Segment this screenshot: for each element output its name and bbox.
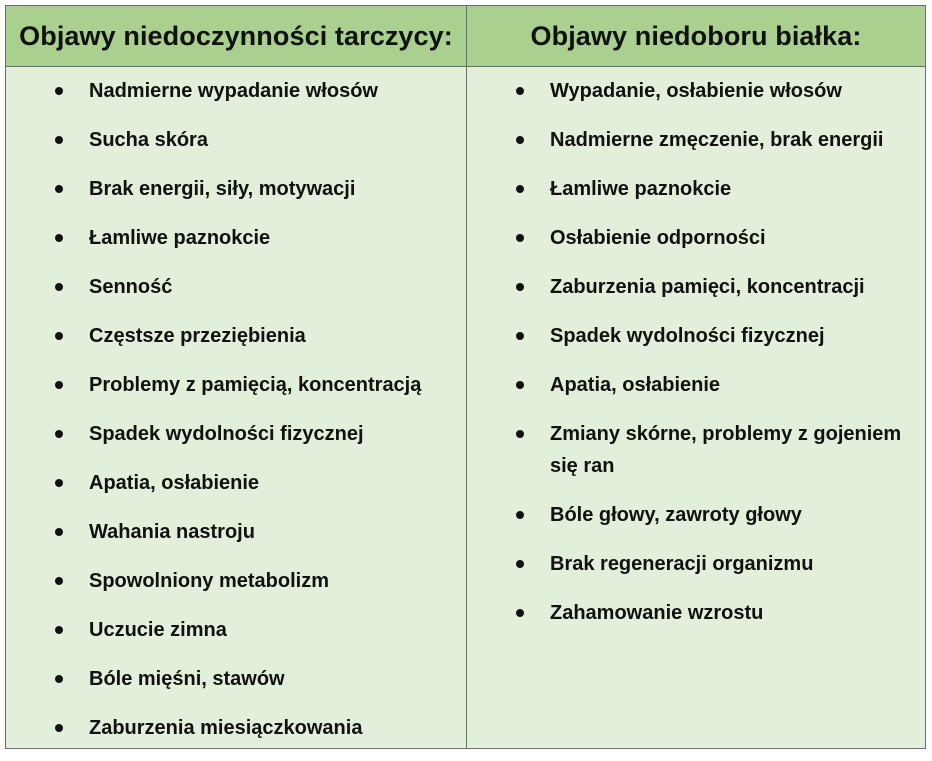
list-item — [6, 614, 466, 646]
list-item-text: Zaburzenia miesiączkowania — [89, 717, 363, 739]
list-item-text: Zmiany skórne, problemy z gojeniem się ran — [550, 423, 902, 477]
list-item-text: Nadmierne wypadanie włosów — [89, 80, 378, 102]
list-item-text: Wypadanie, osłabienie włosów — [550, 80, 842, 102]
list-item-text: Łamliwe paznokcie — [550, 178, 732, 200]
bullet-icon — [55, 185, 63, 193]
list-item — [6, 663, 466, 695]
list-item — [467, 548, 925, 580]
list-item-text: Wahania nastroju — [89, 521, 255, 543]
bullet-icon — [55, 234, 63, 242]
list-item — [467, 271, 925, 303]
bullet-icon — [516, 87, 524, 95]
list-item — [6, 418, 466, 450]
list-item — [467, 320, 925, 352]
list-item-text: Spadek wydolności fizycznej — [550, 325, 825, 347]
list-item — [6, 369, 466, 401]
column-thyroid — [6, 67, 467, 748]
list-item-text: Bóle mięśni, stawów — [89, 668, 285, 690]
list-item-text: Brak regeneracji organizmu — [550, 553, 814, 575]
bullet-icon — [516, 136, 524, 144]
bullet-icon — [516, 332, 524, 340]
bullet-icon — [516, 560, 524, 568]
list-item-text: Osłabienie odporności — [550, 227, 766, 249]
list-item-text: Łamliwe paznokcie — [89, 227, 271, 249]
list-item-text: Senność — [89, 276, 173, 298]
list-item-text: Uczucie zimna — [89, 619, 227, 641]
bullet-icon — [55, 87, 63, 95]
bullet-icon — [55, 479, 63, 487]
list-item — [6, 565, 466, 597]
bullet-icon — [55, 136, 63, 144]
bullet-icon — [55, 283, 63, 291]
bullet-icon — [55, 577, 63, 585]
list-item — [6, 222, 466, 254]
bullet-icon — [55, 528, 63, 536]
list-item — [467, 499, 925, 531]
list-item — [6, 467, 466, 499]
symptoms-table — [5, 5, 926, 749]
header-thyroid: Objawy niedoczynności tarczycy: — [6, 6, 467, 67]
bullet-icon — [516, 234, 524, 242]
bullet-icon — [516, 511, 524, 519]
list-item-text: Częstsze przeziębienia — [89, 325, 306, 347]
header-protein: Objawy niedoboru białka: — [467, 6, 925, 67]
list-item — [6, 173, 466, 205]
bullet-icon — [55, 332, 63, 340]
list-protein-symptoms — [467, 75, 925, 646]
list-item — [6, 271, 466, 303]
list-item-text: Zahamowanie wzrostu — [550, 602, 764, 624]
bullet-icon — [516, 283, 524, 291]
bullet-icon — [516, 185, 524, 193]
list-item-text: Problemy z pamięcią, koncentracją — [89, 374, 422, 396]
list-item-text: Zaburzenia pamięci, koncentracji — [550, 276, 865, 298]
bullet-icon — [55, 675, 63, 683]
list-item-text: Bóle głowy, zawroty głowy — [550, 504, 802, 526]
list-item-text: Apatia, osłabienie — [89, 472, 260, 494]
list-item — [467, 75, 925, 107]
bullet-icon — [516, 430, 524, 438]
list-item-text: Apatia, osłabienie — [550, 374, 721, 396]
list-thyroid-symptoms — [6, 75, 466, 761]
list-item-text: Spadek wydolności fizycznej — [89, 423, 364, 445]
bullet-icon — [516, 381, 524, 389]
list-item-text: Brak energii, siły, motywacji — [89, 178, 356, 200]
bullet-icon — [55, 724, 63, 732]
bullet-icon — [516, 609, 524, 617]
column-protein — [467, 67, 925, 748]
list-item — [467, 222, 925, 254]
list-item — [467, 124, 925, 156]
list-item — [6, 75, 466, 107]
list-item — [6, 320, 466, 352]
list-item-text: Nadmierne zmęczenie, brak energii — [550, 129, 884, 151]
bullet-icon — [55, 626, 63, 634]
list-item — [6, 712, 466, 744]
list-item — [467, 369, 925, 401]
list-item — [467, 597, 925, 629]
bullet-icon — [55, 381, 63, 389]
list-item — [467, 173, 925, 205]
list-item-text: Sucha skóra — [89, 129, 208, 151]
list-item — [6, 516, 466, 548]
list-item-text: Spowolniony metabolizm — [89, 570, 330, 592]
bullet-icon — [55, 430, 63, 438]
list-item — [6, 124, 466, 156]
list-item — [467, 418, 925, 482]
